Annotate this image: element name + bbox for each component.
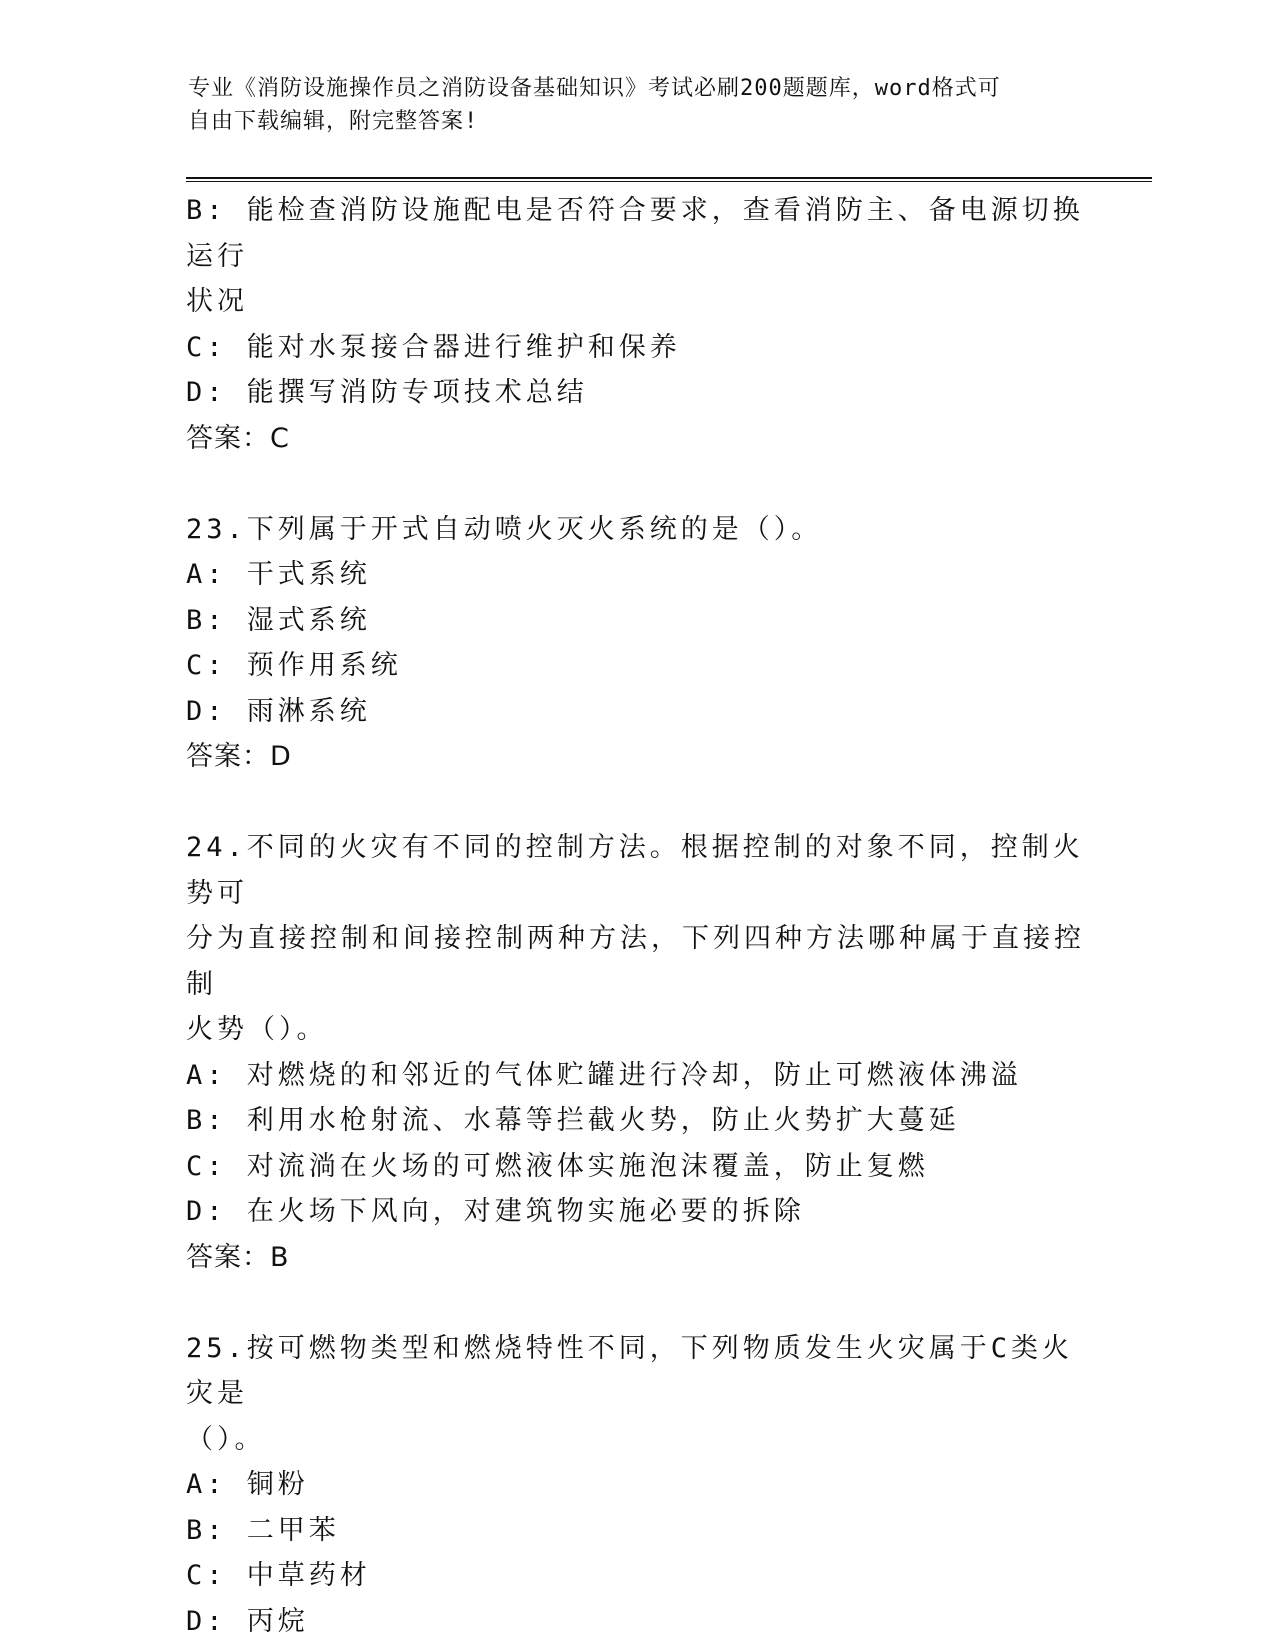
option-b: B: 能检查消防设施配电是否符合要求，查看消防主、备电源切换运行 [186,195,1084,272]
question-stem: 25.按可燃物类型和燃烧特性不同，下列物质发生火灾属于C类火灾是 [186,1332,1074,1409]
spacer [186,461,1086,507]
option-c: C: 能对水泵接合器进行维护和保养 [186,331,681,363]
document-header [188,72,1068,138]
option-a: A: 铜粉 [186,1469,309,1500]
question-stem: 24.不同的火灾有不同的控制方法。根据控制的对象不同，控制火势可 [186,832,1084,909]
option-b: B: 二甲苯 [186,1514,340,1546]
answer-label: 答案：B [186,1241,290,1273]
option-b: B: 利用水枪射流、水幕等拦截火势，防止火势扩大蔓延 [186,1105,960,1136]
header-divider-thick [186,177,1152,179]
option-b-continued: 状况 [186,286,248,317]
header-title-line-1: 专业《消防设施操作员之消防设备基础知识》考试必刷200题题库，word格式可 [188,76,1001,101]
header-title-line-2: 自由下载编辑，附完整答案! [188,109,479,134]
question-24 [186,825,1086,1280]
question-stem-continued: 分为直接控制和间接控制两种方法，下列四种方法哪种属于直接控制 [186,923,1085,1000]
question-stem-continued: 火势（）。 [186,1014,328,1045]
option-a: A: 对燃烧的和邻近的气体贮罐进行冷却，防止可燃液体沸溢 [186,1059,1022,1091]
option-c: C: 中草药材 [186,1560,371,1591]
option-d: D: 雨淋系统 [186,695,371,727]
question-stem-continued: （）。 [186,1423,266,1455]
option-a: A: 干式系统 [186,559,371,590]
option-c: C: 对流淌在火场的可燃液体实施泡沫覆盖，防止复燃 [186,1150,929,1182]
answer-label: 答案：C [186,422,290,454]
question-25 [186,1326,1086,1645]
option-d: D: 丙烷 [186,1605,309,1637]
spacer [186,780,1086,826]
answer-label: 答案：D [186,741,292,772]
spacer [186,1280,1086,1326]
question-list [186,188,1086,1644]
question-22-continuation [186,188,1086,461]
question-stem: 23.下列属于开式自动喷火灭火系统的是（）。 [186,513,823,545]
option-d: D: 在火场下风向，对建筑物实施必要的拆除 [186,1196,805,1227]
question-23 [186,507,1086,780]
header-divider-thin [186,181,1152,182]
option-c: C: 预作用系统 [186,650,402,681]
option-d: D: 能撰写消防专项技术总结 [186,377,588,408]
option-b: B: 湿式系统 [186,604,371,636]
